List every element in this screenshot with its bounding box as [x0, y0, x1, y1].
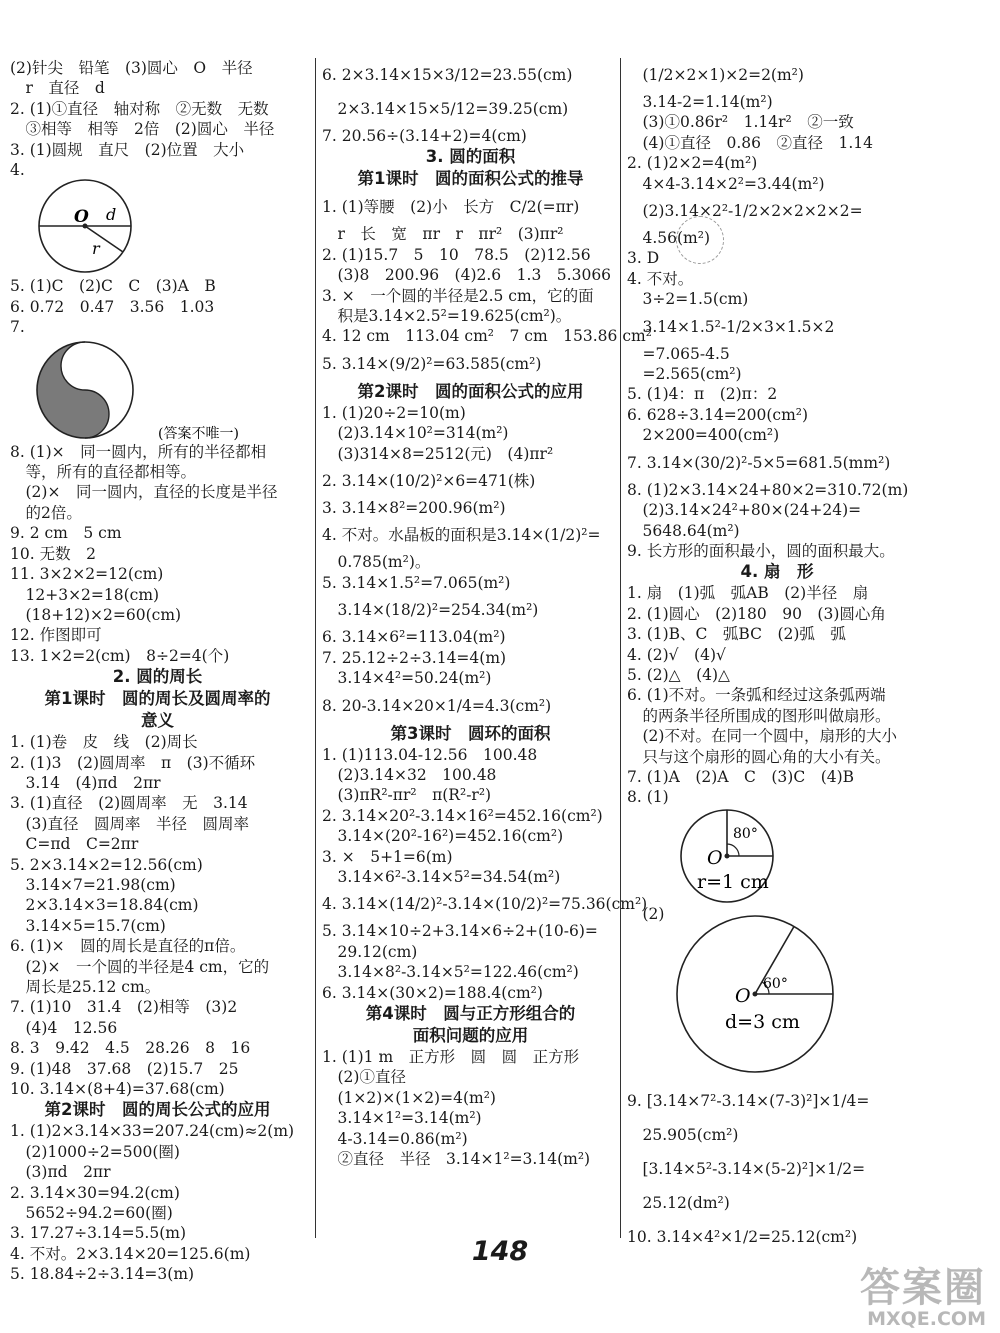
answer-line: 3. (1)圆规 直尺 (2)位置 大小: [10, 140, 245, 159]
angle-label: 80°: [733, 825, 758, 842]
diameter-label: d: [106, 205, 117, 225]
answer-line: 5. 3.14×10÷2+3.14×6÷2+(10-6)=: [322, 922, 598, 941]
answer-line: C=πd C=2πr: [10, 835, 139, 854]
answer-line: r 直径 d: [10, 79, 105, 98]
answer-line: 2×3.14×15×5/12=39.25(cm): [322, 100, 569, 118]
answer-line: 3. × 一个圆的半径是2.5 cm，它的面: [322, 286, 594, 305]
answer-line: 3.14×1.5²-1/2×3×1.5×2: [627, 317, 835, 336]
answer-line: 4. 3.14×(14/2)²-3.14×(10/2)²=75.36(cm²): [322, 895, 648, 914]
answer-line: 4×4-3.14×2²=3.44(m²): [627, 174, 825, 193]
answer-line: (3)8 200.96 (4)2.6 1.3 5.3066: [322, 266, 612, 285]
answer-line: 3.14×6²-3.14×5²=34.54(m²): [322, 867, 561, 886]
answer-line: 2. 3.14×(10/2)²×6=471(株): [322, 472, 536, 491]
shaded-region: [37, 342, 109, 438]
answer-line: 4.56(m²): [627, 229, 711, 248]
answer-line: 6. 628÷3.14=200(cm²): [627, 405, 809, 424]
radius-label: r: [92, 239, 100, 259]
center-point: [725, 853, 730, 858]
answer-line: (2)不对。在同一个圆中，扇形的大小: [627, 727, 897, 746]
answer-line: 5. (2)△ (4)△: [627, 665, 730, 684]
answer-line: (3)直径 圆周率 半径 圆周率: [10, 814, 249, 833]
answer-line: 2×3.14×3=18.84(cm): [10, 896, 199, 915]
answer-line: (3)πd 2πr: [10, 1163, 111, 1182]
answer-line: 12+3×2=18(cm): [10, 585, 160, 604]
answer-line: 10. 3.14×4²×1/2=25.12(cm²): [627, 1228, 858, 1247]
section-heading: 4. 扇 形: [740, 562, 814, 582]
answer-line: 8. 3 9.42 4.5 28.26 8 16: [10, 1039, 251, 1058]
circle-diagram: [10, 180, 305, 276]
answer-column-3: [627, 58, 927, 1247]
answer-line: 3.14 (4)πd 2πr: [10, 773, 161, 792]
answer-line: 5. 18.84÷2÷3.14=3(m): [10, 1265, 195, 1284]
answer-line: 3.14-2=1.14(m²): [627, 93, 773, 111]
answer-line: 1. (1)等腰 (2)小 长方 C/2(=πr): [322, 198, 580, 217]
answer-note: (答案不唯一): [158, 425, 239, 442]
answer-line: 6. 3.14×(30×2)=188.4(cm²): [322, 983, 543, 1002]
answer-line: (2)3.14×32 100.48: [322, 765, 497, 784]
answer-line: 10. 无数 2: [10, 544, 96, 563]
answer-line: 9. (1)48 37.68 (2)15.7 25: [10, 1059, 239, 1078]
answer-line: 3. × 5+1=6(m): [322, 847, 453, 866]
answer-line: (18+12)×2=60(cm): [10, 605, 182, 624]
lesson-heading: 第1课时 圆的周长及圆周率的: [44, 689, 271, 709]
answer-line: 6. 2×3.14×15×3/12=23.55(cm): [322, 66, 573, 84]
answer-line: (4)4 12.56: [10, 1018, 118, 1037]
column-divider: [620, 58, 621, 1238]
lesson-heading: 意义: [141, 711, 174, 731]
diameter-label: d=3 cm: [725, 1011, 800, 1034]
answer-line: 3.14×7=21.98(cm): [10, 875, 176, 894]
section-heading: 3. 圆的面积: [425, 147, 516, 167]
watermark: [860, 1265, 986, 1330]
answer-line: 9. [3.14×7²-3.14×(7-3)²]×1/4=: [627, 1092, 870, 1111]
center-point: [753, 992, 758, 997]
answer-line: 12. 作图即可: [10, 626, 102, 645]
answer-line: (3)①0.86r² 1.14r² ②一致: [627, 113, 854, 132]
page-number: 148: [471, 1236, 529, 1267]
answer-line: 6. 0.72 0.47 3.56 1.03: [10, 297, 215, 316]
answer-line: 4. 12 cm 113.04 cm² 7 cm 153.86 cm²: [322, 327, 652, 346]
answer-line: 7. 25.12÷2÷3.14=4(m): [322, 648, 507, 667]
answer-line: ②直径 半径 3.14×1²=3.14(m²): [322, 1150, 591, 1168]
answer-line: =7.065-4.5: [627, 344, 730, 363]
answer-line: 7. (1)10 31.4 (2)相等 (3)2: [10, 998, 238, 1017]
answer-line: 1. (1)113.04-12.56 100.48: [322, 745, 538, 764]
answer-line: 3. D: [627, 249, 660, 268]
lesson-heading: 第4课时 圆与正方形组合的: [365, 1003, 576, 1023]
answer-line: 的2倍。: [10, 503, 82, 522]
watermark-logo-text: 答案圈: [860, 1265, 986, 1311]
lesson-heading: 第2课时 圆的周长公式的应用: [44, 1100, 271, 1120]
answer-line: 5. 3.14×1.5²=7.065(m²): [322, 573, 511, 592]
lesson-heading: 第3课时 圆环的面积: [390, 723, 551, 743]
answer-line: 等，所有的直径都相等。: [10, 463, 197, 482]
answer-line: 3.14×4²=50.24(m²): [322, 669, 492, 688]
answer-line: (2)3.14×24²+80×(24+24)=: [627, 501, 862, 520]
answer-line: 5652÷94.2=60(圈): [10, 1204, 173, 1223]
answer-line: 1. (1)20÷2=10(m): [322, 403, 466, 422]
answer-line: 8. (1): [627, 788, 669, 807]
answer-line: 25.12(dm²): [627, 1194, 730, 1213]
answer-line: 11. 3×2×2=12(cm): [10, 565, 164, 584]
column-divider: [315, 58, 316, 1238]
answer-line: 4. 不对。: [627, 269, 694, 288]
answer-line: (2)针尖 铅笔 (3)圆心 O 半径: [10, 59, 253, 77]
answer-line: 9. 2 cm 5 cm: [10, 524, 122, 543]
answer-line: (2)× 一个圆的半径是4 cm，它的: [10, 957, 270, 976]
center-label: O: [707, 846, 723, 869]
answer-line: (3)πR²-πr² π(R²-r²): [322, 786, 492, 805]
answer-line: 13. 1×2=2(cm) 8÷2=4(个): [10, 646, 230, 665]
answer-line: 2. (1)2×2=4(m²): [627, 154, 758, 173]
answer-line: 1. (1)2×3.14×33=207.24(cm)≈2(m): [10, 1122, 295, 1141]
answer-line: 6. 3.14×6²=113.04(m²): [322, 628, 506, 647]
radius-label: r=1 cm: [697, 870, 769, 893]
answer-line: 4. 不对。2×3.14×20=125.6(m): [10, 1244, 251, 1263]
answer-line: 3.14×1²=3.14(m²): [322, 1109, 482, 1128]
answer-line: 1. (1)卷 皮 线 (2)周长: [10, 733, 198, 752]
answer-line: r 长 宽 πr r πr² (3)πr²: [322, 225, 564, 244]
answer-line: (2): [627, 904, 665, 923]
answer-line: 3. 3.14×8²=200.96(m²): [322, 499, 506, 518]
angle-arc: [727, 844, 739, 856]
angle-label: 60°: [763, 976, 788, 993]
answer-line: 3.14×(20²-16²)=452.16(cm²): [322, 827, 564, 846]
answer-line: 8. (1)2×3.14×24+80×2=310.72(m): [627, 480, 909, 499]
taiji-diagram: [10, 338, 305, 442]
lesson-heading: 第2课时 圆的面积公式的应用: [357, 381, 584, 401]
answer-line: (3)314×8=2512(元) (4)πr²: [322, 444, 554, 463]
answer-line: 5. (1)C (2)C C (3)A B: [10, 277, 216, 296]
answer-line: ③相等 相等 2倍 (2)圆心 半径: [10, 120, 275, 139]
answer-line: 9. 长方形的面积最小，圆的面积最大。: [627, 541, 895, 560]
answer-line: 10. 3.14×(8+4)=37.68(cm): [10, 1080, 225, 1099]
answer-line: 3. (1)直径 (2)圆周率 无 3.14: [10, 794, 248, 813]
answer-line: 0.785(m²)。: [322, 553, 431, 572]
answer-line: 4. (2)√ (4)√: [627, 645, 726, 664]
answer-line: 29.12(cm): [322, 942, 418, 961]
answer-line: 2. (1)3 (2)圆周率 π (3)不循环: [10, 753, 256, 772]
section-heading: 2. 圆的周长: [112, 667, 203, 687]
radius-line: [85, 226, 123, 252]
answer-line: 3.14×(18/2)²=254.34(m²): [322, 601, 539, 620]
answer-line: (2)1000÷2=500(圈): [10, 1142, 180, 1161]
answer-line: 2. (1)圆心 (2)180 90 (3)圆心角: [627, 604, 886, 623]
answer-line: 1. 扇 (1)弧 弧AB (2)半径 扇: [627, 584, 869, 603]
answer-line: 2. 3.14×20²-3.14×16²=452.16(cm²): [322, 806, 603, 825]
answer-line: 7.: [10, 318, 25, 337]
answer-line: 7. 20.56÷(3.14+2)=4(cm): [322, 127, 527, 145]
watermark-url: MXQE.COM: [867, 1308, 986, 1330]
answer-line: 5648.64(m²): [627, 521, 740, 540]
stamp-mark: [676, 216, 724, 264]
answer-line: 25.905(cm²): [627, 1126, 739, 1145]
answer-line: 3÷2=1.5(cm): [627, 290, 749, 309]
answer-line: 5. 2×3.14×2=12.56(cm): [10, 855, 203, 874]
answer-line: 5. (1)4：π (2)π：2: [627, 385, 778, 404]
center-label: O: [735, 985, 751, 1008]
answer-line: 的两条半径所围成的图形叫做扇形。: [627, 706, 891, 725]
answer-line: 4-3.14=0.86(m²): [322, 1129, 468, 1148]
answer-line: [3.14×5²-3.14×(5-2)²]×1/2=: [627, 1160, 866, 1179]
answer-line: (4)①直径 0.86 ②直径 1.14: [627, 133, 873, 152]
answer-line: (2)①直径: [322, 1068, 406, 1087]
answer-line: 3. (1)B、C 弧BC (2)弧 弧: [627, 625, 846, 644]
answer-line: 2. (1)15.7 5 10 78.5 (2)12.56: [322, 245, 591, 264]
center-label: O: [74, 207, 89, 228]
answer-line: 5. 3.14×(9/2)²=63.585(cm²): [322, 354, 542, 373]
answer-line: 3.14×5=15.7(cm): [10, 916, 166, 935]
lesson-heading: 面积问题的应用: [412, 1025, 529, 1045]
sector-diagram-60: [627, 924, 927, 1084]
answer-line: 3. 17.27÷3.14=5.5(m): [10, 1224, 187, 1243]
answer-line: 1. (1)1 m 正方形 圆 圆 正方形: [322, 1047, 580, 1066]
answer-line: 积是3.14×2.5²=19.625(cm²)。: [322, 307, 572, 326]
answer-line: 2×200=400(cm²): [627, 426, 780, 445]
answer-line: 只与这个扇形的圆心角的大小有关。: [627, 747, 891, 766]
answer-column-1: [10, 58, 305, 1284]
answer-line: (2)× 同一圆内，直径的长度是半径: [10, 483, 278, 502]
answer-line: (2)3.14×2²-1/2×2×2×2×2=: [627, 202, 863, 221]
answer-line: =2.565(cm²): [627, 365, 742, 384]
answer-line: 2. 3.14×30=94.2(cm): [10, 1183, 180, 1202]
answer-line: 7. (1)A (2)A C (3)C (4)B: [627, 767, 855, 786]
sector-diagram-80: [627, 808, 927, 904]
answer-line: 2. (1)①直径 轴对称 ②无数 无数: [10, 99, 269, 118]
answer-line: 周长是25.12 cm。: [10, 978, 161, 996]
answer-line: 6. (1)× 圆的周长是直径的π倍。: [10, 937, 246, 956]
answer-line: 8. 20-3.14×20×1/4=4.3(cm²): [322, 696, 552, 715]
answer-line: 7. 3.14×(30/2)²-5×5=681.5(mm²): [627, 453, 891, 472]
answer-line: (2)3.14×10²=314(m²): [322, 424, 509, 443]
answer-line: 3.14×8²-3.14×5²=122.46(cm²): [322, 963, 579, 982]
lesson-heading: 第1课时 圆的面积公式的推导: [357, 169, 584, 189]
answer-line: 8. (1)× 同一圆内，所有的半径都相: [10, 442, 267, 461]
answer-line: (1/2×2×1)×2=2(m²): [627, 66, 804, 84]
answer-line: (1×2)×(1×2)=4(m²): [322, 1088, 496, 1107]
answer-line: 4.: [10, 161, 25, 180]
answer-line: 4. 不对。水晶板的面积是3.14×(1/2)²=: [322, 526, 601, 545]
answer-line: 6. (1)不对。一条弧和经过这条弧两端: [627, 686, 886, 705]
